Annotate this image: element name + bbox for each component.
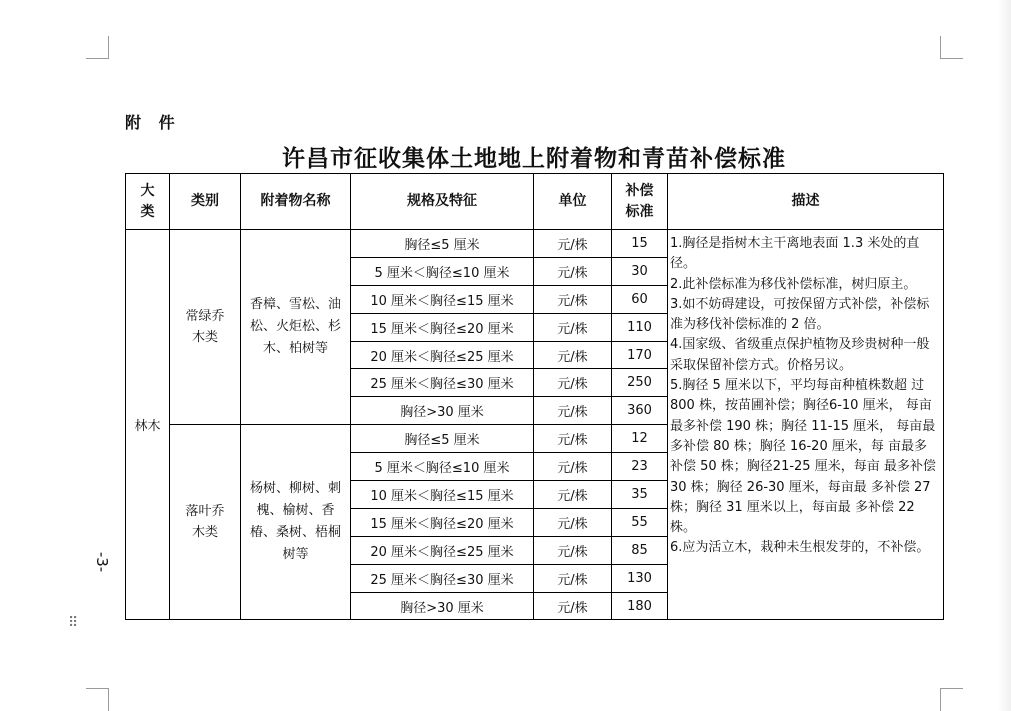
page-edge-shadow [997,0,1011,711]
page-title: 许昌市征收集体土地地上附着物和青苗补偿标准 [282,146,786,172]
spec-cell: 5 厘米＜胸径≤10 厘米 [351,453,534,481]
crop-mark-top-right [940,36,963,59]
spec-cell: 胸径≤5 厘米 [351,230,534,258]
unit-cell: 元/株 [534,313,612,341]
item-names-cell: 杨树、柳树、刺槐、榆树、香椿、桑树、梧桐树等 [241,425,351,620]
spec-cell: 5 厘米＜胸径≤10 厘米 [351,257,534,285]
standard-value-cell: 30 [612,257,668,285]
spec-cell: 15 厘米＜胸径≤20 厘米 [351,313,534,341]
description-item: 6.应为活立木，栽种未生根发芽的，不补偿。 [670,540,930,556]
standard-value-cell: 250 [612,369,668,397]
header-standard: 补偿标准 [612,174,668,230]
standard-value-cell: 60 [612,285,668,313]
unit-cell: 元/株 [534,230,612,258]
header-spec: 规格及特征 [351,174,534,230]
unit-cell: 元/株 [534,341,612,369]
unit-cell: 元/株 [534,425,612,453]
unit-cell: 元/株 [534,397,612,425]
compensation-table [125,173,944,620]
page-number: -3- [93,551,111,573]
standard-value-cell: 170 [612,341,668,369]
attachment-label: 附 件 [125,113,181,132]
unit-cell: 元/株 [534,257,612,285]
unit-cell: 元/株 [534,285,612,313]
standard-value-cell: 130 [612,564,668,592]
standard-value-cell: 35 [612,481,668,509]
standard-value-cell: 360 [612,397,668,425]
unit-cell: 元/株 [534,481,612,509]
drag-handle-icon[interactable]: ⠿ [68,615,78,631]
spec-cell: 胸径>30 厘米 [351,397,534,425]
description-item: 5.胸径 5 厘米以下，平均每亩种植株数超 过800 株，按苗圃补偿；胸径6-10 厘米， 每亩最多补偿 190 株；胸径 11-15 厘米， 每亩最多补偿 80 株；胸径 16-20 厘米，每 亩最多补偿 50 株；胸径21-25 厘米，每亩 最多补偿 30 株；胸径 26-30 厘米，每亩最 多补偿 27 株；胸径 31 厘米以上，每亩最 多补偿 22 株。 [670,378,936,536]
table-header-row [126,174,944,230]
unit-cell: 元/株 [534,453,612,481]
crop-mark-bottom-left [86,688,109,711]
category-cell: 林木 [126,230,170,620]
type-cell: 常绿乔木类 [170,230,241,425]
crop-mark-bottom-right [940,688,963,711]
unit-cell: 元/株 [534,536,612,564]
header-unit: 单位 [534,174,612,230]
standard-value-cell: 23 [612,453,668,481]
spec-cell: 25 厘米＜胸径≤30 厘米 [351,564,534,592]
header-description: 描述 [668,174,944,230]
header-type: 类别 [170,174,241,230]
unit-cell: 元/株 [534,564,612,592]
description-item: 2.此补偿标准为移伐补偿标准，树归原主。 [670,276,917,292]
spec-cell: 胸径>30 厘米 [351,592,534,620]
description-item: 4.国家级、省级重点保护植物及珍贵树种一般采取保留补偿方式。价格另议。 [670,337,930,373]
standard-value-cell: 55 [612,508,668,536]
standard-value-cell: 12 [612,425,668,453]
spec-cell: 25 厘米＜胸径≤30 厘米 [351,369,534,397]
crop-mark-top-left [86,36,109,59]
unit-cell: 元/株 [534,592,612,620]
description-item: 1.胸径是指树木主干离地表面 1.3 米处的直径。 [670,236,920,272]
header-category: 大类 [126,174,170,230]
spec-cell: 20 厘米＜胸径≤25 厘米 [351,536,534,564]
type-cell: 落叶乔木类 [170,425,241,620]
unit-cell: 元/株 [534,508,612,536]
standard-value-cell: 85 [612,536,668,564]
description-item: 3.如不妨碍建设，可按保留方式补偿，补偿标准为移伐补偿标准的 2 倍。 [670,296,930,333]
description-cell [668,230,944,620]
standard-value-cell: 180 [612,592,668,620]
standard-value-cell: 15 [612,230,668,258]
header-item-name: 附着物名称 [241,174,351,230]
item-names-cell: 香樟、雪松、油松、火炬松、杉木、柏树等 [241,230,351,425]
standard-value-cell: 110 [612,313,668,341]
spec-cell: 20 厘米＜胸径≤25 厘米 [351,341,534,369]
spec-cell: 10 厘米＜胸径≤15 厘米 [351,285,534,313]
spec-cell: 15 厘米＜胸径≤20 厘米 [351,508,534,536]
spec-cell: 10 厘米＜胸径≤15 厘米 [351,481,534,509]
unit-cell: 元/株 [534,369,612,397]
spec-cell: 胸径≤5 厘米 [351,425,534,453]
table-row [126,230,944,258]
